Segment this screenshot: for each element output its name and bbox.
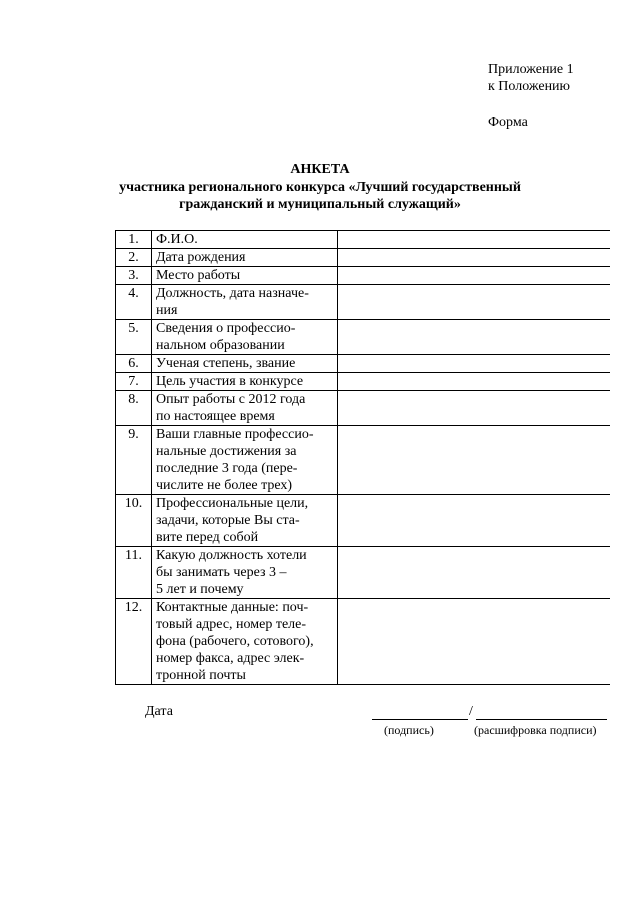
answer-field[interactable] bbox=[338, 231, 611, 249]
row-number: 6. bbox=[116, 355, 152, 373]
row-number: 3. bbox=[116, 267, 152, 285]
date-label: Дата bbox=[145, 704, 173, 719]
questionnaire-table bbox=[115, 230, 610, 685]
row-question bbox=[152, 267, 338, 285]
table-row bbox=[116, 320, 611, 355]
table-row bbox=[116, 355, 611, 373]
row-question bbox=[152, 320, 338, 355]
appendix-header bbox=[488, 61, 574, 131]
page-title: АНКЕТА bbox=[290, 162, 350, 177]
table-row bbox=[116, 547, 611, 599]
row-number: 5. bbox=[116, 320, 152, 355]
question-line: Ф.И.О. bbox=[156, 232, 198, 247]
question-line: ния bbox=[156, 303, 178, 318]
answer-field[interactable] bbox=[338, 355, 611, 373]
table-row bbox=[116, 285, 611, 320]
question-line: Сведения о профессио- bbox=[156, 321, 296, 336]
row-question bbox=[152, 231, 338, 249]
question-line: нальные достижения за bbox=[156, 444, 297, 459]
regulation-reference: к Положению bbox=[488, 79, 571, 94]
row-question bbox=[152, 373, 338, 391]
answer-field[interactable] bbox=[338, 267, 611, 285]
question-line: нальном образовании bbox=[156, 338, 285, 353]
questionnaire-body bbox=[116, 231, 611, 685]
signature-decode-caption: (расшифровка подписи) bbox=[474, 723, 597, 737]
row-question bbox=[152, 391, 338, 426]
answer-field[interactable] bbox=[338, 373, 611, 391]
question-line: задачи, которые Вы ста- bbox=[156, 513, 300, 528]
appendix-number: Приложение 1 bbox=[488, 62, 574, 77]
signature-separator: / bbox=[469, 704, 473, 719]
row-question bbox=[152, 285, 338, 320]
row-question bbox=[152, 355, 338, 373]
signature-line bbox=[372, 719, 468, 720]
row-question bbox=[152, 495, 338, 547]
question-line: тронной почты bbox=[156, 668, 246, 683]
question-line: числите не более трех) bbox=[156, 478, 293, 493]
table-row bbox=[116, 391, 611, 426]
question-line: Место работы bbox=[156, 268, 241, 283]
question-line: фона (рабочего, сотового), bbox=[156, 634, 314, 649]
answer-field[interactable] bbox=[338, 320, 611, 355]
question-line: вите перед собой bbox=[156, 530, 259, 545]
table-row bbox=[116, 495, 611, 547]
row-number: 7. bbox=[116, 373, 152, 391]
title-line-2: гражданский и муниципальный служащий» bbox=[179, 197, 461, 212]
row-number: 11. bbox=[116, 547, 152, 599]
question-line: по настоящее время bbox=[156, 409, 275, 424]
table-row bbox=[116, 249, 611, 267]
question-line: Ваши главные профессио- bbox=[156, 427, 314, 442]
table-row bbox=[116, 267, 611, 285]
question-line: Ученая степень, звание bbox=[156, 356, 296, 371]
question-line: Контактные данные: поч- bbox=[156, 600, 309, 615]
table-row bbox=[116, 373, 611, 391]
row-number: 8. bbox=[116, 391, 152, 426]
answer-field[interactable] bbox=[338, 547, 611, 599]
question-line: Цель участия в конкурсе bbox=[156, 374, 304, 389]
table-row bbox=[116, 599, 611, 685]
table-row bbox=[116, 231, 611, 249]
title-line-1: участника регионального конкурса «Лучший государственный bbox=[119, 180, 521, 195]
row-question bbox=[152, 599, 338, 685]
answer-field[interactable] bbox=[338, 285, 611, 320]
answer-field[interactable] bbox=[338, 249, 611, 267]
question-line: бы занимать через 3 – bbox=[156, 565, 287, 580]
question-line: Дата рождения bbox=[156, 250, 246, 265]
signature-decode-line bbox=[476, 719, 607, 720]
question-line: Опыт работы с 2012 года bbox=[156, 392, 306, 407]
row-question bbox=[152, 426, 338, 495]
row-number: 9. bbox=[116, 426, 152, 495]
answer-field[interactable] bbox=[338, 599, 611, 685]
answer-field[interactable] bbox=[338, 495, 611, 547]
document-title bbox=[100, 161, 540, 213]
question-line: номер факса, адрес элек- bbox=[156, 651, 305, 666]
form-label: Форма bbox=[488, 115, 528, 130]
signature-caption: (подпись) bbox=[384, 723, 434, 737]
row-number: 10. bbox=[116, 495, 152, 547]
row-number: 2. bbox=[116, 249, 152, 267]
table-row bbox=[116, 426, 611, 495]
row-question bbox=[152, 249, 338, 267]
question-line: Профессиональные цели, bbox=[156, 496, 309, 511]
question-line: Какую должность хотели bbox=[156, 548, 307, 563]
answer-field[interactable] bbox=[338, 426, 611, 495]
row-number: 12. bbox=[116, 599, 152, 685]
answer-field[interactable] bbox=[338, 391, 611, 426]
question-line: товый адрес, номер теле- bbox=[156, 617, 307, 632]
question-line: последние 3 года (пере- bbox=[156, 461, 298, 476]
row-number: 1. bbox=[116, 231, 152, 249]
row-number: 4. bbox=[116, 285, 152, 320]
question-line: 5 лет и почему bbox=[156, 582, 244, 597]
question-line: Должность, дата назначе- bbox=[156, 286, 309, 301]
row-question bbox=[152, 547, 338, 599]
